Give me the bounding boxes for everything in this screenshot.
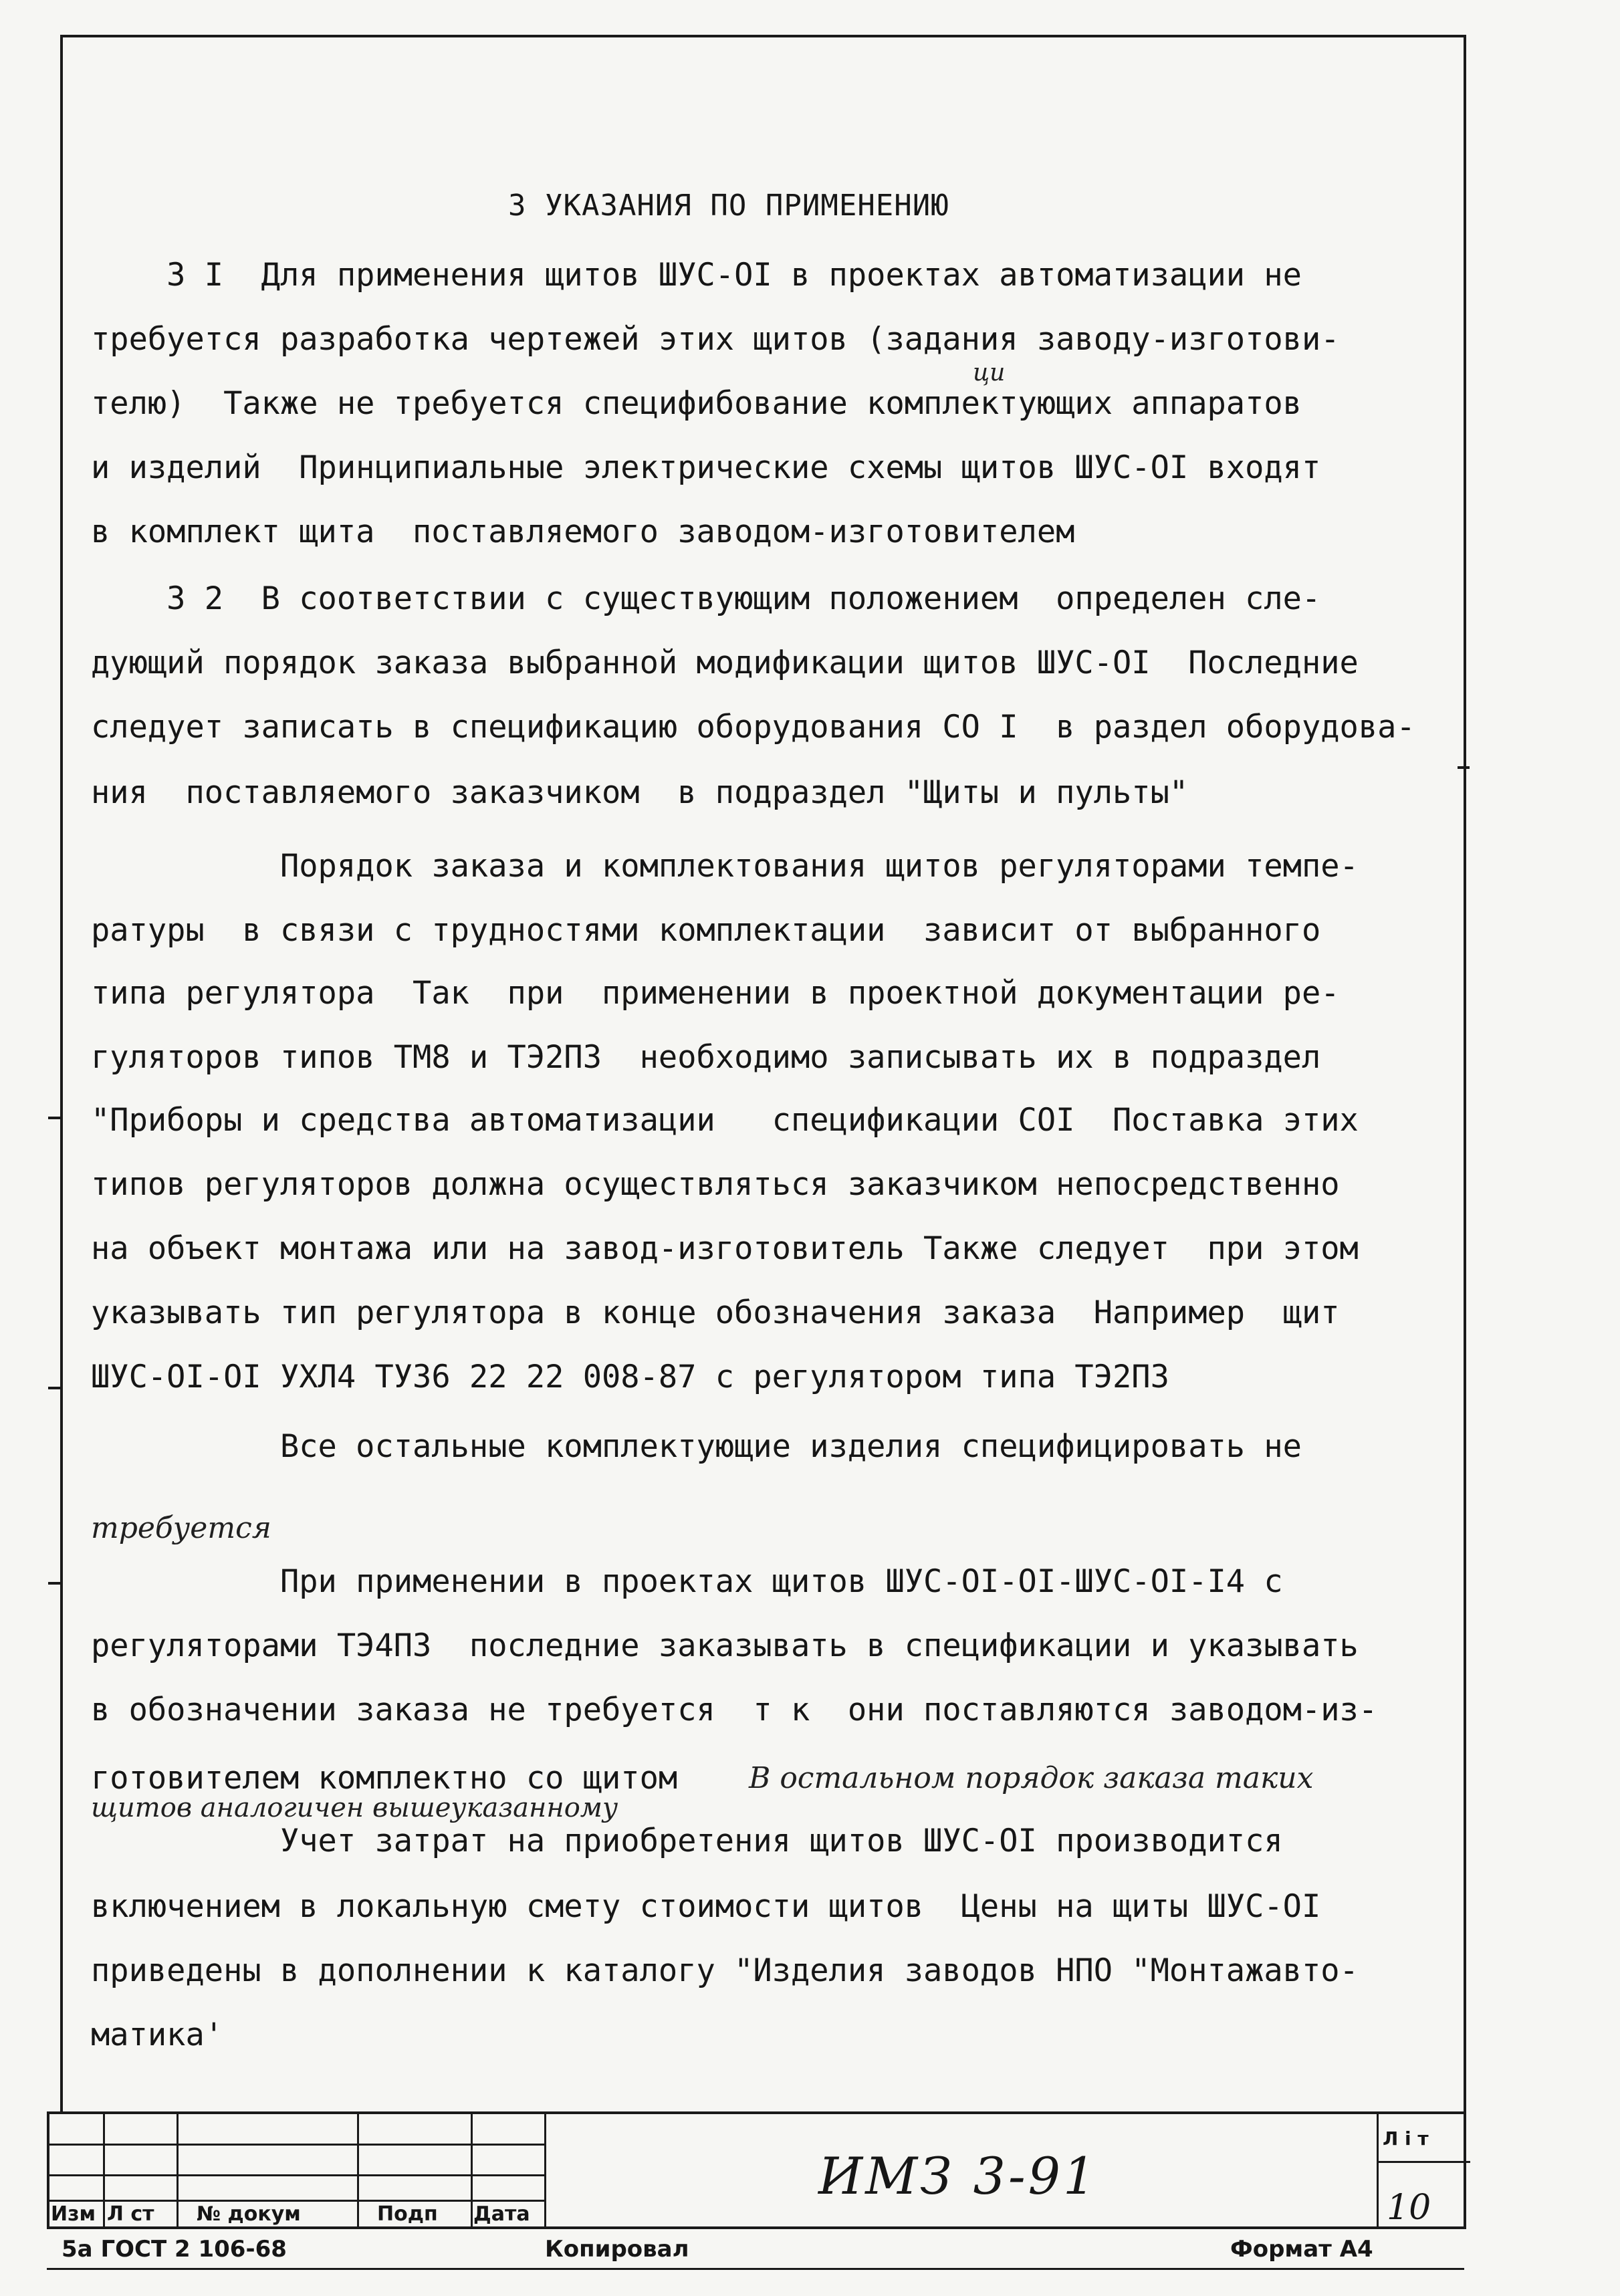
stamp-row-line <box>49 2144 544 2146</box>
margin-mark <box>1458 766 1470 769</box>
body-line: телю) Также не требуется специфибование комплектующих аппаратов <box>91 385 1302 422</box>
stamp-divider <box>103 2114 105 2226</box>
footer-copied: Копировал <box>545 2236 689 2263</box>
body-line: При применении в проектах щитов ШУС-OI-OI-ШУС-OI-I4 с <box>91 1563 1283 1600</box>
body-line: Все остальные комплектующие изделия специфицировать не <box>91 1428 1302 1465</box>
body-line: готовителем комплектно со щитом <box>91 1760 678 1797</box>
body-line: и изделий Принципиальные электрические схемы щитов ШУС-OI входят <box>91 449 1321 486</box>
label-signature: Подп <box>377 2202 438 2226</box>
body-line: на объект монтажа или на завод-изготовитель Также следует при этом <box>91 1230 1359 1267</box>
footer-gost: 5а ГОСТ 2 106-68 <box>62 2236 287 2263</box>
margin-mark <box>48 1582 60 1585</box>
handwritten-continuation: требуется <box>91 1511 271 1545</box>
stamp-row-line <box>1377 2161 1470 2163</box>
handwritten-insert-line-1: В остальном порядок заказа таких <box>749 1761 1314 1795</box>
handwritten-correction: ци <box>973 359 1006 386</box>
body-line: регуляторами ТЭ4ПЗ последние заказывать в спецификации и указывать <box>91 1627 1359 1664</box>
body-line: гуляторов типов ТМ8 и ТЭ2ПЗ необходимо записывать их в подраздел <box>91 1039 1321 1076</box>
body-line: "Приборы и средства автоматизации спецификации СОI Поставка этих <box>91 1102 1359 1139</box>
title-block <box>47 2111 1466 2229</box>
stamp-divider <box>471 2114 473 2226</box>
bottom-rule <box>47 2268 1464 2270</box>
label-izm: Изм <box>51 2202 96 2226</box>
label-list: Л ст <box>107 2202 154 2226</box>
body-line: Учет затрат на приобретения щитов ШУС-OI производится <box>91 1823 1283 1859</box>
body-line: в комплект щита поставляемого заводом-изготовителем <box>91 513 1075 550</box>
footer-format: Формат А4 <box>1230 2236 1373 2263</box>
body-line: ния поставляемого заказчиком в подраздел "Щиты и пульты" <box>91 774 1189 811</box>
margin-mark <box>48 1117 60 1119</box>
body-line: ШУС-OI-OI УХЛ4 ТУ36 22 22 008-87 с регулятором типа ТЭ2ПЗ <box>91 1359 1169 1395</box>
body-line: указывать тип регулятора в конце обозначения заказа Например щит <box>91 1294 1340 1331</box>
body-line: типа регулятора Так при применении в проектной документации ре- <box>91 975 1340 1012</box>
body-line: требуется разработка чертежей этих щитов (задания заводу-изготови- <box>91 321 1340 358</box>
body-line: ратуры в связи с трудностями комплектации зависит от выбранного <box>91 912 1321 949</box>
handwritten-insert-line-2: щитов аналогичен вышеуказанному <box>91 1793 618 1823</box>
label-lit: Л і т <box>1383 2128 1429 2150</box>
body-line: Порядок заказа и комплектования щитов регуляторами темпе- <box>91 848 1359 885</box>
label-date: Дата <box>473 2202 530 2226</box>
section-heading: 3 УКАЗАНИЯ ПО ПРИМЕНЕНИЮ <box>508 189 949 223</box>
sheet-number: 10 <box>1387 2188 1431 2228</box>
document-code: ИМЗ 3-91 <box>818 2146 1098 2206</box>
body-line: включением в локальную смету стоимости щитов Цены на щиты ШУС-OI <box>91 1888 1321 1925</box>
body-line: типов регуляторов должна осуществляться заказчиком непосредственно <box>91 1166 1340 1203</box>
body-line: в обозначении заказа не требуется т к они поставляются заводом-из- <box>91 1692 1378 1728</box>
margin-mark <box>48 1387 60 1389</box>
stamp-divider <box>1377 2114 1379 2226</box>
body-line: 3 I Для применения щитов ШУС-OI в проектах автоматизации не <box>91 257 1302 294</box>
stamp-row-line <box>49 2174 544 2176</box>
stamp-divider <box>357 2114 359 2226</box>
stamp-divider <box>544 2114 546 2226</box>
body-line: приведены в дополнении к каталогу "Изделия заводов НПО "Монтажавто- <box>91 1952 1359 1989</box>
label-doc-number: № докум <box>197 2202 301 2226</box>
body-line: дующий порядок заказа выбранной модификации щитов ШУС-OI Последние <box>91 645 1359 681</box>
stamp-row-line <box>49 2200 544 2202</box>
body-line: 3 2 В соответствии с существующим положением определен сле- <box>91 580 1321 617</box>
body-line: следует записать в спецификацию оборудования СО I в раздел оборудова- <box>91 709 1415 745</box>
body-line: матика' <box>91 2017 224 2053</box>
stamp-divider <box>177 2114 179 2226</box>
